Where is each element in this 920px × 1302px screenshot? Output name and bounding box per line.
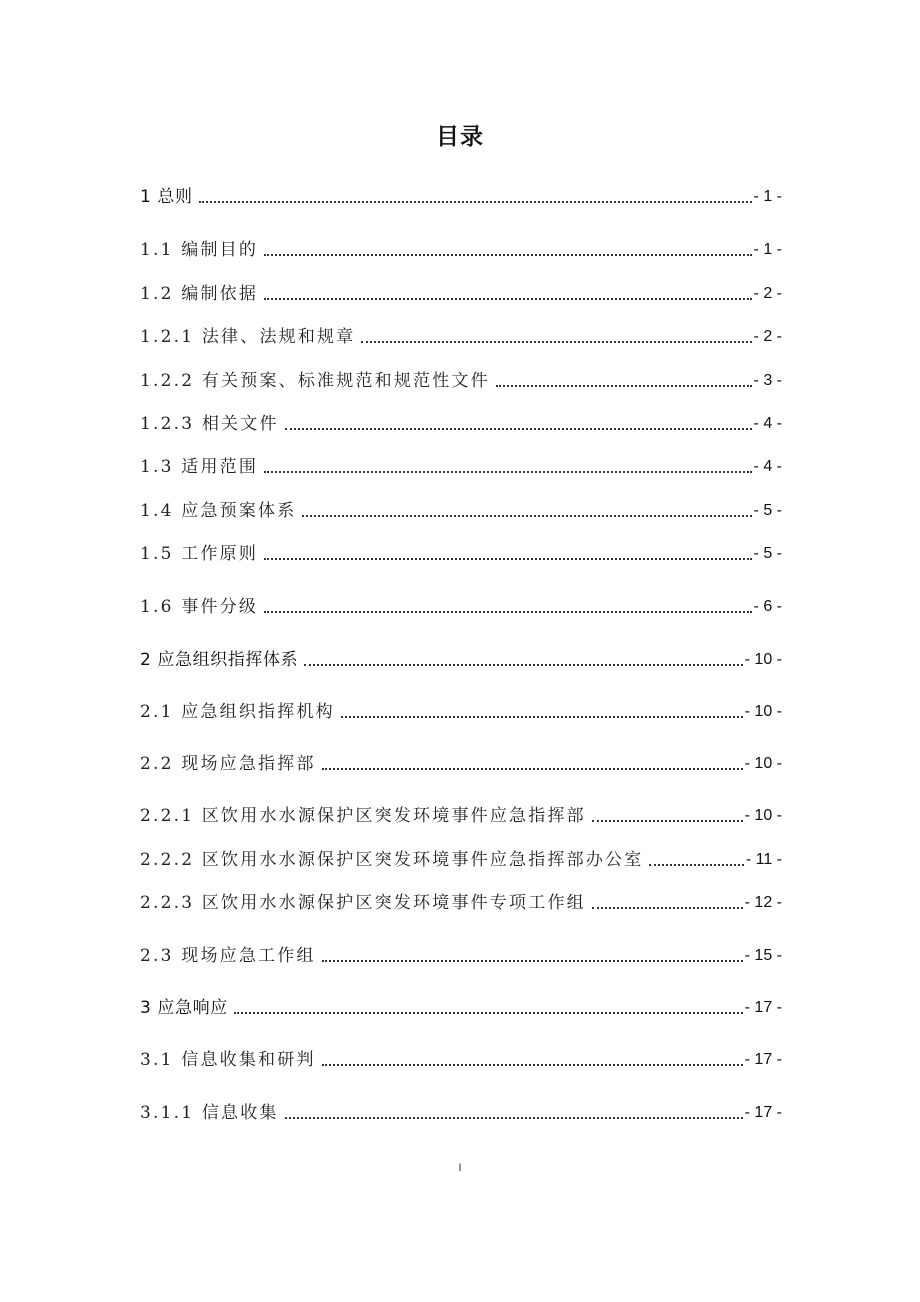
toc-entry[interactable] xyxy=(140,1045,782,1071)
toc-leader xyxy=(592,820,743,822)
toc-entry[interactable] xyxy=(140,645,782,671)
toc-leader xyxy=(234,1012,743,1014)
toc-entry[interactable] xyxy=(140,1098,782,1124)
toc-entry-page: - 10 - xyxy=(744,651,782,668)
toc-entry-label: 3.1 信息收集和研判 xyxy=(140,1050,316,1070)
toc-entry[interactable] xyxy=(140,322,782,348)
toc-entry[interactable] xyxy=(140,182,782,208)
toc-entry-page: - 17 - xyxy=(744,1104,782,1121)
toc-entry[interactable] xyxy=(140,697,782,723)
toc-leader xyxy=(264,471,752,473)
toc-entry-page: - 4 - xyxy=(753,458,782,475)
toc-entry-page: - 11 - xyxy=(745,851,782,868)
toc-entry-label: 2.2 现场应急指挥部 xyxy=(140,754,316,774)
toc-entry-page: - 2 - xyxy=(753,285,782,302)
toc-entry-label: 2.2.2 区饮用水水源保护区突发环境事件应急指挥部办公室 xyxy=(140,850,644,870)
toc-leader xyxy=(264,298,752,300)
toc-entry-page: - 15 - xyxy=(744,947,782,964)
toc-leader xyxy=(496,385,752,387)
toc-entry[interactable] xyxy=(140,801,782,827)
toc-entry[interactable] xyxy=(140,539,782,565)
toc-entry[interactable] xyxy=(140,749,782,775)
toc-entry-label: 2.1 应急组织指挥机构 xyxy=(140,702,335,722)
toc-entry[interactable] xyxy=(140,993,782,1019)
toc-entry-label: 2 应急组织指挥体系 xyxy=(140,650,299,670)
toc-entry-label: 1.6 事件分级 xyxy=(140,597,259,617)
toc-entry-label: 1.2 编制依据 xyxy=(140,284,259,304)
toc-entry-label: 1.2.1 法律、法规和规章 xyxy=(140,327,356,347)
toc-leader xyxy=(304,664,742,666)
toc-entry-label: 1.2.2 有关预案、标准规范和规范性文件 xyxy=(140,371,490,391)
toc-entry[interactable] xyxy=(140,452,782,478)
toc-leader xyxy=(322,768,743,770)
toc-entry[interactable] xyxy=(140,941,782,967)
toc-entry[interactable] xyxy=(140,235,782,261)
toc-entry-label: 1.1 编制目的 xyxy=(140,240,259,260)
toc-leader xyxy=(592,907,743,909)
toc-entry-page: - 4 - xyxy=(753,415,782,432)
toc-entry-label: 3 应急响应 xyxy=(140,998,228,1018)
toc-entry[interactable] xyxy=(140,409,782,435)
toc-entry-label: 3.1.1 信息收集 xyxy=(140,1103,279,1123)
toc-entry[interactable] xyxy=(140,888,782,914)
toc-entry-label: 2.2.3 区饮用水水源保护区突发环境事件专项工作组 xyxy=(140,893,586,913)
toc-entry-page: - 5 - xyxy=(753,502,782,519)
toc-leader xyxy=(649,864,743,866)
toc-entry[interactable] xyxy=(140,496,782,522)
toc-entry-label: 1.4 应急预案体系 xyxy=(140,501,297,521)
toc-entry-page: - 10 - xyxy=(744,807,782,824)
toc-entry-page: - 2 - xyxy=(753,328,782,345)
toc-leader xyxy=(264,611,752,613)
toc-leader xyxy=(322,960,743,962)
toc-leader xyxy=(285,1117,743,1119)
toc-leader xyxy=(199,201,752,203)
toc-entry-label: 1.5 工作原则 xyxy=(140,544,259,564)
toc-entry-label: 2.3 现场应急工作组 xyxy=(140,946,316,966)
toc-leader xyxy=(264,558,752,560)
toc-entry-page: - 1 - xyxy=(753,188,782,205)
toc-entry-page: - 10 - xyxy=(744,755,782,772)
toc-entry-label: 2.2.1 区饮用水水源保护区突发环境事件应急指挥部 xyxy=(140,806,586,826)
toc-entry-label: 1.3 适用范围 xyxy=(140,457,259,477)
toc-entry-page: - 17 - xyxy=(744,1051,782,1068)
toc-entry-label: 1 总则 xyxy=(140,187,193,207)
toc-entry-page: - 5 - xyxy=(753,545,782,562)
toc-leader xyxy=(361,341,751,343)
toc-entry[interactable] xyxy=(140,592,782,618)
toc-entry[interactable] xyxy=(140,366,782,392)
toc-title: 目录 xyxy=(436,124,484,150)
toc-leader xyxy=(264,254,752,256)
toc-entry-page: - 10 - xyxy=(744,703,782,720)
toc-entry-page: - 6 - xyxy=(753,598,782,615)
footer-page-number: I xyxy=(458,1162,462,1174)
toc-leader xyxy=(302,515,751,517)
toc-leader xyxy=(322,1064,743,1066)
toc-entry-label: 1.2.3 相关文件 xyxy=(140,414,279,434)
toc-leader xyxy=(285,428,752,430)
toc-entry-page: - 3 - xyxy=(753,372,782,389)
toc-entry[interactable] xyxy=(140,279,782,305)
toc-entry-page: - 1 - xyxy=(753,241,782,258)
toc-entry-page: - 17 - xyxy=(744,999,782,1016)
toc-entry-page: - 12 - xyxy=(744,894,782,911)
toc-leader xyxy=(341,716,743,718)
toc-entry[interactable] xyxy=(140,845,782,871)
